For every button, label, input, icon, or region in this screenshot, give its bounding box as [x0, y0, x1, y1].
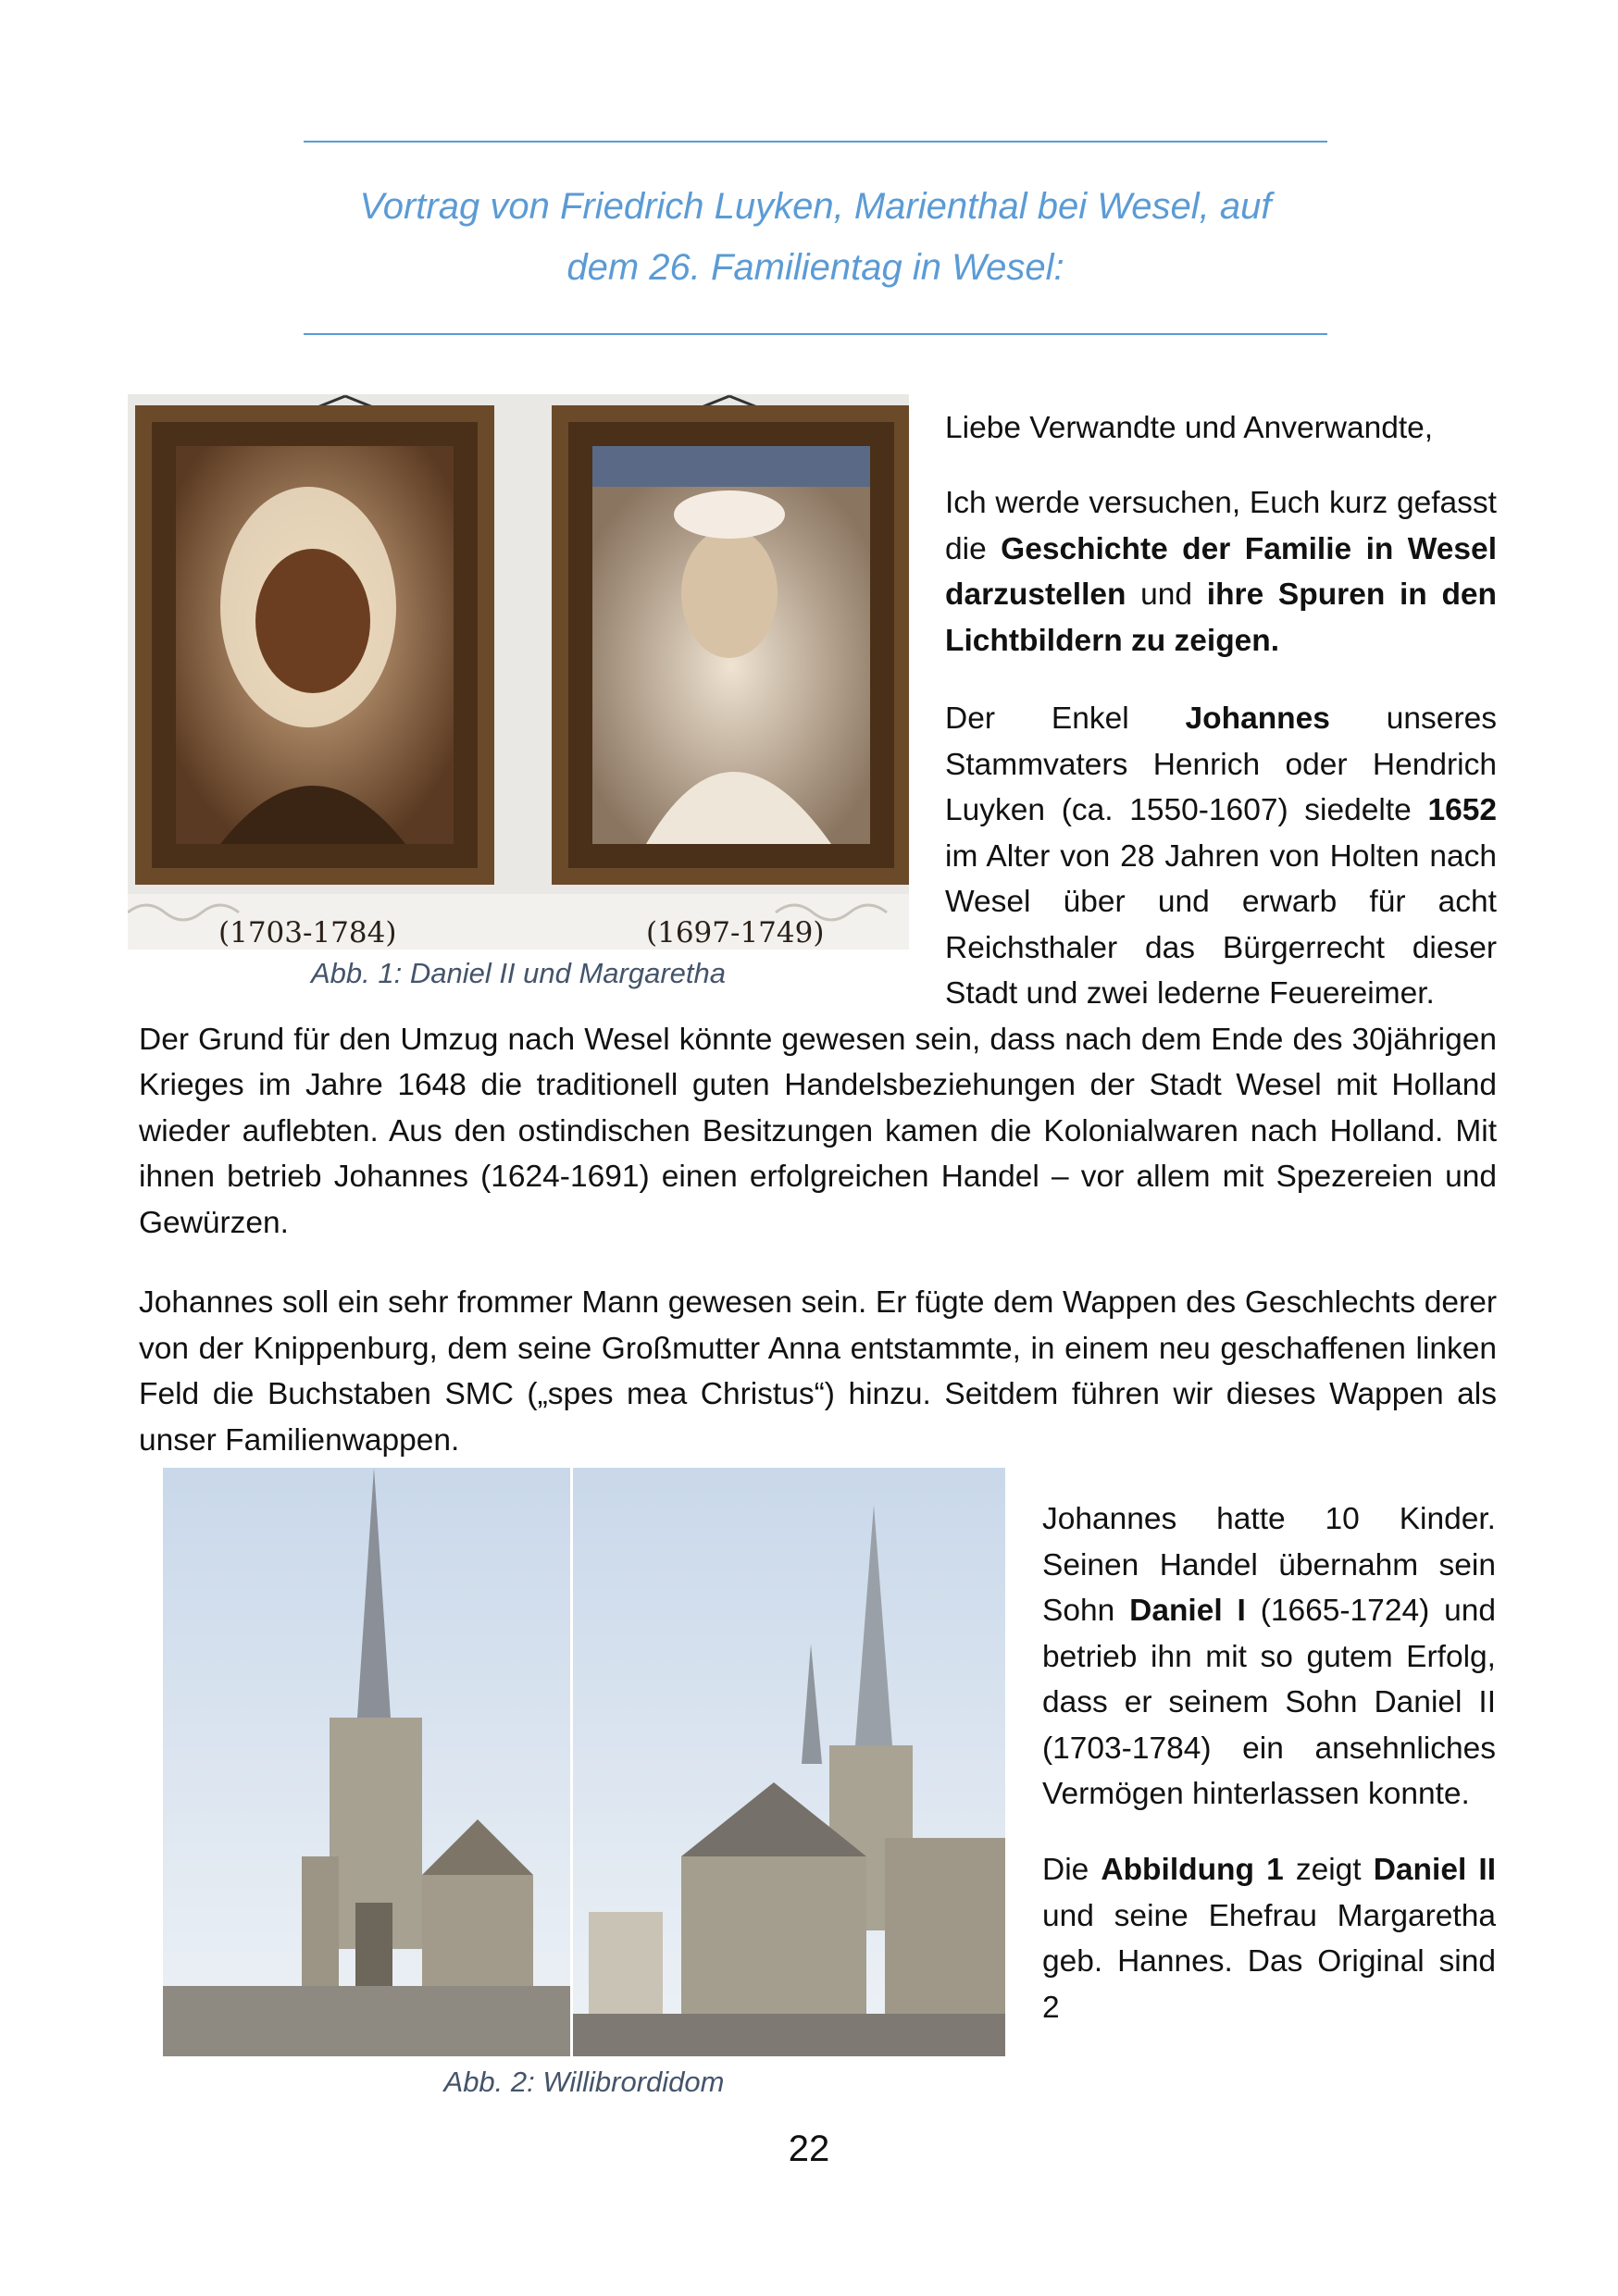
johannes-text-e: im Alter von 28 Jahren von Holten nach Wesel über und erwarb für acht Reichsthaler das Bürgerrecht dieser Stadt und zwei lederne Feuereimer. — [945, 838, 1497, 1011]
float-spacer — [139, 696, 945, 1011]
portrait-date-right: (1697-1749) — [646, 916, 825, 949]
top-rule — [304, 141, 1327, 143]
children-text-c: (1665-1724) und betrieb ihn mit so gutem Erfolg, dass er seinem Sohn Daniel II (1703-1784) ein ansehnliches Vermögen hinterlassen konnte. — [1042, 1594, 1497, 1811]
heading-line-1: Vortrag von Friedrich Luyken, Marienthal bei Wesel, auf — [359, 186, 1272, 227]
paragraph-johannes — [139, 696, 1497, 1246]
greeting: Liebe Verwandte und Anverwandte, — [945, 411, 1434, 445]
intro-bold-traces: ihre Spuren in den Lichtbildern zu zeigen. — [945, 577, 1497, 658]
portrait-date-left: (1703-1784) — [218, 916, 397, 949]
cathedral-photo — [163, 1468, 1005, 2056]
johannes-text-c: unseres Stammvaters Henrich oder Hendrich Luyken (ca. 1550-1607) siedelte — [945, 701, 1497, 827]
paragraph-abbildung — [1042, 1847, 1496, 2030]
intro-text-und: und — [1126, 577, 1207, 612]
intro-text: Ich werde versuchen, Euch kurz gefasst die — [945, 486, 1497, 566]
children-bold-daniel: Daniel I — [1129, 1594, 1246, 1628]
paragraph-intro — [945, 480, 1497, 664]
abb-text-e: und seine Ehefrau Margaretha geb. Hannes. Das Original sind 2 — [1042, 1898, 1496, 2025]
johannes-text-f: Der Grund für den Umzug nach Wesel könnte gewesen sein, dass nach dem Ende des 30jährigen Krieges im Jahre 1648 die traditionell guten Handelsbeziehungen der Stadt Wesel mit Holland wieder auflebten. Aus den ostindischen Besitzungen kamen die Kolonialwaren nach Holland. Mit ihnen betrieb Johannes (1624-1691) einen erfolgreichen Handel – vor allem mit Spezereien und Gewürzen. — [139, 1022, 1497, 1240]
heading-line-2: dem 26. Familientag in Wesel: — [566, 247, 1064, 288]
figure2-caption: Abb. 2: Willibrordidom — [443, 2066, 725, 2098]
johannes-text-a: Der Enkel — [945, 701, 1186, 736]
paragraph-wappen: Johannes soll ein sehr frommer Mann gewesen sein. Er fügte dem Wappen des Geschlechts derer von der Knippenburg, dem seine Großmutter Anna entstammte, in einem neu geschaffenen linken Feld die Buchstaben SMC („spes mea Christus“) hinzu. Seitdem führen wir dieses Wappen als unser Familienwappen. — [139, 1285, 1497, 1458]
cathedral-illustration — [163, 1468, 1005, 2056]
page-number: 22 — [788, 2128, 830, 2169]
abb-text-a: Die — [1042, 1853, 1101, 1887]
abb-text-c: zeigt — [1283, 1853, 1374, 1887]
children-text-a: Johannes hatte 10 Kinder. Seinen Handel übernahm sein Sohn — [1042, 1502, 1496, 1628]
figure1-caption: Abb. 1: Daniel II und Margaretha — [310, 957, 727, 989]
intro-bold-history: Geschichte der Familie in Wesel darzustellen — [945, 531, 1497, 612]
paragraph-children — [1042, 1496, 1496, 1818]
bottom-rule — [304, 333, 1327, 335]
johannes-bold-name: Johannes — [1185, 701, 1330, 736]
abb-bold-daniel: Daniel II — [1373, 1853, 1496, 1887]
johannes-bold-year: 1652 — [1427, 793, 1497, 827]
abb-bold-figure: Abbildung 1 — [1101, 1853, 1284, 1887]
lecture-heading — [304, 176, 1327, 298]
